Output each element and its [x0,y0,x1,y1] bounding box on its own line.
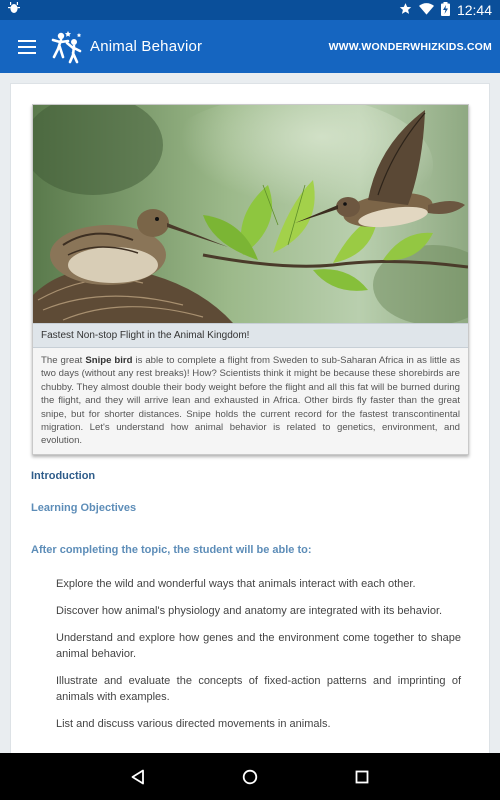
content-area [0,73,500,753]
learning-objectives-heading[interactable]: Learning Objectives [31,501,137,514]
hamburger-icon[interactable] [18,40,36,54]
objective-item: Understand and explore how genes and the environment come together to shape animal behavior. [56,631,461,660]
notification-bug-icon [8,1,20,19]
objective-item: Discover how animal's physiology and anatomy are integrated with its behavior. [56,604,443,617]
star-icon [399,2,412,18]
app-title: Animal Behavior [90,38,203,55]
lesson-page [10,83,490,753]
kids-logo-icon [50,29,86,65]
site-url-link[interactable]: WWW.WONDERWHIZKIDS.COM [328,40,492,53]
objectives-intro-heading: After completing the topic, the student will be able to: [31,543,312,556]
objective-item: Explore the wild and wonderful ways that animals interact with each other. [56,577,416,590]
back-icon[interactable] [126,765,150,789]
wifi-icon [419,2,434,18]
system-nav-bar [0,753,500,800]
recents-icon[interactable] [350,765,374,789]
status-bar [0,0,500,20]
introduction-link[interactable]: Introduction [31,469,96,482]
home-icon[interactable] [238,765,262,789]
battery-charging-icon [441,2,450,19]
status-time: 12:44 [456,2,492,18]
objective-item: List and discuss various directed movements in animals. [56,717,331,730]
objectives-list [31,576,469,732]
featured-figure [32,104,469,455]
objective-item: Illustrate and evaluate the concepts of fixed-action patterns and imprinting of animals with examples. [56,674,461,703]
snipe-bird-photo [33,105,468,323]
figure-text: The great Snipe bird is able to complete a flight from Sweden to sub-Saharan Africa in as little as two days (without any rest breaks)! How? Scientists think it might be because these shorebirds are chubby. They almost double their body weight before the flight and all this fat will be burned during the flight, and they will arrive lean and exhausted in Africa. Other birds fly faster than the great snipe, but for shorter distances. Snipe holds the current record for the fastest transcontinental migration. Let's understand how animal behavior is related to genetics, environment, and evolution. [41,355,460,447]
snipe-bird-term: Snipe bird [85,355,133,366]
app-bar [0,20,500,73]
figure-caption: Fastest Non-stop Flight in the Animal Kingdom! [33,323,468,348]
